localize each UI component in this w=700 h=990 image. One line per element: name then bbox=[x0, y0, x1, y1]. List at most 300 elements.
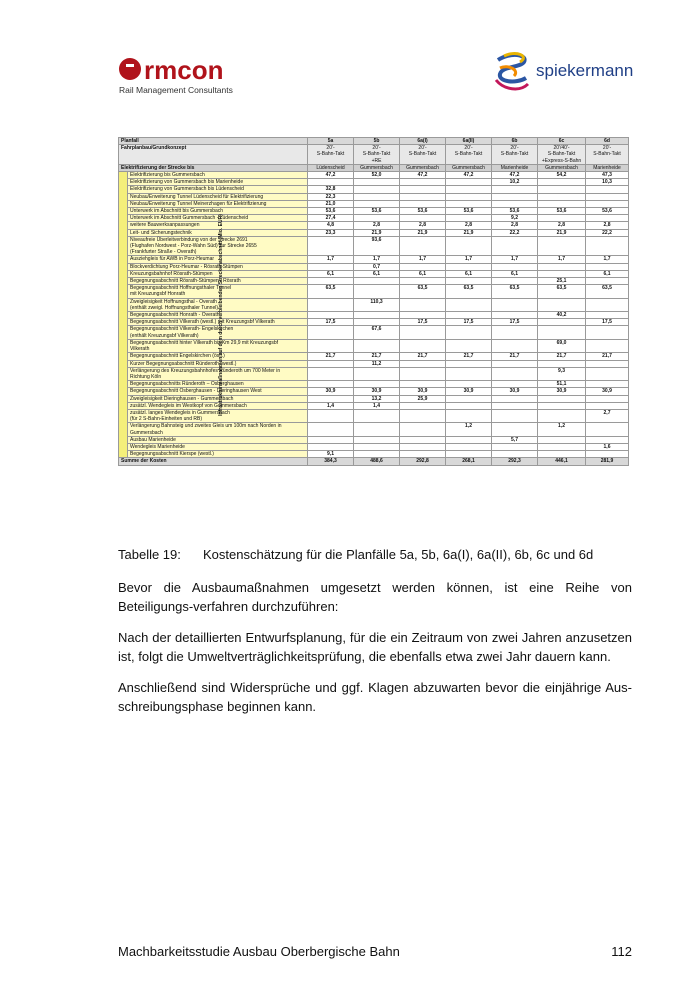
value-cell bbox=[492, 360, 538, 367]
table-row bbox=[119, 236, 629, 256]
value-cell: 47,2 bbox=[400, 172, 446, 179]
value-cell bbox=[586, 326, 629, 339]
value-cell bbox=[492, 326, 538, 339]
takt-cell: 20'- S-Bahn-Takt bbox=[492, 145, 538, 165]
value-cell bbox=[400, 298, 446, 311]
sum-value: 292,8 bbox=[400, 458, 446, 465]
value-cell bbox=[354, 285, 400, 298]
value-cell bbox=[586, 451, 629, 458]
value-cell bbox=[446, 381, 492, 388]
value-cell bbox=[400, 263, 446, 270]
value-cell bbox=[492, 263, 538, 270]
value-cell bbox=[538, 298, 586, 311]
value-cell bbox=[446, 263, 492, 270]
row-label: zusätzl. Wendegleis im Westkopf von Gummersbach bbox=[128, 402, 308, 409]
sum-value: 384,3 bbox=[308, 458, 354, 465]
value-cell bbox=[538, 263, 586, 270]
value-cell bbox=[446, 312, 492, 319]
value-cell bbox=[538, 409, 586, 422]
row-label: Blockverdichtung Porz-Heumar - Rösrath-Stümpen bbox=[128, 263, 308, 270]
spiekermann-logo bbox=[490, 50, 650, 96]
row-label: Unterwerk im Abschnitt Gummersbach - Lüdenscheid bbox=[128, 215, 308, 222]
value-cell bbox=[400, 326, 446, 339]
row-label: Unterwerk im Abschnitt bis Gummersbach bbox=[128, 208, 308, 215]
value-cell bbox=[446, 451, 492, 458]
value-cell bbox=[492, 298, 538, 311]
value-cell bbox=[446, 186, 492, 193]
elektrifizierung-cell: Gummersbach bbox=[400, 164, 446, 171]
value-cell bbox=[492, 381, 538, 388]
value-cell: 27,4 bbox=[308, 215, 354, 222]
value-cell bbox=[446, 436, 492, 443]
table-row bbox=[119, 215, 629, 222]
value-cell: 53,6 bbox=[446, 208, 492, 215]
sum-value: 488,6 bbox=[354, 458, 400, 465]
value-cell bbox=[586, 360, 629, 367]
takt-cell: 20'- S-Bahn-Takt bbox=[446, 145, 492, 165]
table-row bbox=[119, 436, 629, 443]
header-row-elektrifizierung bbox=[119, 164, 629, 171]
value-cell: 47,3 bbox=[586, 172, 629, 179]
value-cell: 2,8 bbox=[446, 222, 492, 229]
value-cell: 10,3 bbox=[586, 179, 629, 186]
value-cell: 6,1 bbox=[446, 270, 492, 277]
value-cell: 1,7 bbox=[492, 256, 538, 263]
value-cell bbox=[492, 423, 538, 436]
value-cell bbox=[446, 360, 492, 367]
value-cell: 1,7 bbox=[354, 256, 400, 263]
value-cell: 21,7 bbox=[538, 353, 586, 360]
value-cell: 17,5 bbox=[586, 319, 629, 326]
value-cell: 23,3 bbox=[308, 229, 354, 236]
value-cell bbox=[538, 236, 586, 256]
value-cell bbox=[446, 278, 492, 285]
value-cell bbox=[354, 319, 400, 326]
value-cell bbox=[586, 278, 629, 285]
value-cell: 30,9 bbox=[538, 388, 586, 395]
footer-title: Machbarkeitsstudie Ausbau Oberbergische Bahn bbox=[118, 944, 400, 959]
table-row bbox=[119, 298, 629, 311]
sum-row bbox=[119, 458, 629, 465]
row-label: Leit- und Sicherungstechnik bbox=[128, 229, 308, 236]
value-cell: 30,9 bbox=[586, 388, 629, 395]
table-row bbox=[119, 423, 629, 436]
value-cell: 21,7 bbox=[492, 353, 538, 360]
value-cell bbox=[538, 270, 586, 277]
value-cell: 47,2 bbox=[308, 172, 354, 179]
value-cell: 5,7 bbox=[492, 436, 538, 443]
value-cell: 17,5 bbox=[492, 319, 538, 326]
table-row bbox=[119, 326, 629, 339]
value-cell bbox=[446, 236, 492, 256]
takt-cell: 20'/40'- S-Bahn-Takt +Express-S-Bahn bbox=[538, 145, 586, 165]
value-cell: 63,5 bbox=[308, 285, 354, 298]
value-cell bbox=[586, 236, 629, 256]
value-cell: 21,7 bbox=[400, 353, 446, 360]
value-cell: 110,3 bbox=[354, 298, 400, 311]
value-cell bbox=[446, 298, 492, 311]
header-elektrifizierung-label: Elektrifizierung der Strecke bis bbox=[119, 164, 308, 171]
value-cell: 53,6 bbox=[538, 208, 586, 215]
value-cell bbox=[586, 193, 629, 200]
row-label: Verlängerung des Kreuzungsbahnhofes Ründeroth um 700 Meter in Richtung Köln bbox=[128, 367, 308, 380]
value-cell: 6,1 bbox=[308, 270, 354, 277]
row-label: Begegnungsabschnitt Vilkerath- Engelskirchen (enthält Kreuzungsbf Vilkerath) bbox=[128, 326, 308, 339]
value-cell bbox=[308, 312, 354, 319]
elektrifizierung-cell: Gummersbach bbox=[538, 164, 586, 171]
table-row bbox=[119, 353, 629, 360]
value-cell bbox=[354, 193, 400, 200]
value-cell bbox=[354, 423, 400, 436]
value-cell: 2,8 bbox=[492, 222, 538, 229]
value-cell bbox=[400, 402, 446, 409]
column-header: 6c bbox=[538, 138, 586, 145]
value-cell: 1,4 bbox=[308, 402, 354, 409]
value-cell: 21,9 bbox=[354, 229, 400, 236]
value-cell bbox=[400, 423, 446, 436]
value-cell: 22,2 bbox=[492, 229, 538, 236]
table-row bbox=[119, 200, 629, 207]
value-cell: 17,5 bbox=[308, 319, 354, 326]
table-row bbox=[119, 395, 629, 402]
value-cell bbox=[586, 339, 629, 352]
table-row bbox=[119, 381, 629, 388]
value-cell bbox=[354, 409, 400, 422]
value-cell bbox=[538, 200, 586, 207]
elektrifizierung-cell: Marienheide bbox=[586, 164, 629, 171]
elektrifizierung-cell: Lüdenscheid bbox=[308, 164, 354, 171]
value-cell bbox=[308, 278, 354, 285]
row-label: Zweigleisigkeit Dieringhausen - Gummersbach bbox=[128, 395, 308, 402]
value-cell bbox=[400, 186, 446, 193]
table-row bbox=[119, 193, 629, 200]
sum-value: 268,1 bbox=[446, 458, 492, 465]
value-cell bbox=[308, 263, 354, 270]
header-planfall-label: Planfall bbox=[119, 138, 308, 145]
value-cell bbox=[354, 312, 400, 319]
table-row bbox=[119, 451, 629, 458]
value-cell bbox=[354, 339, 400, 352]
value-cell: 1,4 bbox=[354, 402, 400, 409]
value-cell: 1,7 bbox=[308, 256, 354, 263]
value-cell bbox=[492, 367, 538, 380]
paragraph-3: Anschließend sind Widersprüche und ggf. Klagen abzuwarten bevor die einjährige Aus-schreibungsphase beginnen kann. bbox=[118, 680, 632, 714]
row-label: Verlängerung Bahnsteig und zweites Gleis um 100m nach Norden in Gummersbach bbox=[128, 423, 308, 436]
value-cell bbox=[354, 436, 400, 443]
table-caption bbox=[118, 547, 593, 562]
value-cell: 21,7 bbox=[308, 353, 354, 360]
value-cell: 30,9 bbox=[492, 388, 538, 395]
logo-left-name: rmcon bbox=[144, 55, 224, 85]
value-cell: 9,3 bbox=[538, 367, 586, 380]
value-cell bbox=[446, 409, 492, 422]
header-row-fahrplan bbox=[119, 145, 629, 165]
table-row bbox=[119, 229, 629, 236]
table-row bbox=[119, 409, 629, 422]
value-cell: 2,8 bbox=[400, 222, 446, 229]
value-cell bbox=[492, 186, 538, 193]
value-cell: 53,6 bbox=[400, 208, 446, 215]
sum-value: 446,1 bbox=[538, 458, 586, 465]
table-row bbox=[119, 339, 629, 352]
value-cell bbox=[538, 326, 586, 339]
row-label: Begegnungsabschnitt Kierspe (westl.) bbox=[128, 451, 308, 458]
header-row-planfall bbox=[119, 138, 629, 145]
value-cell bbox=[586, 263, 629, 270]
column-header: 6a(I) bbox=[400, 138, 446, 145]
column-header: 5a bbox=[308, 138, 354, 145]
value-cell bbox=[538, 443, 586, 450]
elektrifizierung-cell: Gummersbach bbox=[446, 164, 492, 171]
table-row bbox=[119, 388, 629, 395]
sum-label: Summe der Kosten bbox=[119, 458, 308, 465]
value-cell bbox=[308, 443, 354, 450]
row-label: Begegnungsabschnitts Ründeroth – Osberghausen bbox=[128, 381, 308, 388]
table-row bbox=[119, 285, 629, 298]
value-cell bbox=[492, 200, 538, 207]
value-cell: 21,0 bbox=[308, 200, 354, 207]
value-cell bbox=[354, 215, 400, 222]
value-cell: 54,2 bbox=[538, 172, 586, 179]
value-cell bbox=[354, 443, 400, 450]
column-header: 6b bbox=[492, 138, 538, 145]
value-cell bbox=[308, 409, 354, 422]
row-label: Begegnungsabschnitt Vilkerath (westl.) mit Kreuzungsbf Vilkerath bbox=[128, 319, 308, 326]
value-cell bbox=[400, 236, 446, 256]
table-row bbox=[119, 402, 629, 409]
value-cell bbox=[492, 409, 538, 422]
value-cell bbox=[354, 200, 400, 207]
sum-value: 292,3 bbox=[492, 458, 538, 465]
value-cell bbox=[400, 436, 446, 443]
value-cell: 53,6 bbox=[586, 208, 629, 215]
value-cell bbox=[492, 236, 538, 256]
value-cell bbox=[586, 200, 629, 207]
column-header: 6d bbox=[586, 138, 629, 145]
table-row bbox=[119, 222, 629, 229]
value-cell: 6,1 bbox=[492, 270, 538, 277]
paragraph-1: Bevor die Ausbaumaßnahmen umgesetzt werden können, ist eine Reihe von Beteiligungs-verfahren durchzuführen: bbox=[118, 580, 632, 614]
value-cell bbox=[308, 381, 354, 388]
table-row bbox=[119, 208, 629, 215]
value-cell: 22,3 bbox=[308, 193, 354, 200]
value-cell bbox=[538, 215, 586, 222]
row-label: Ausbau Marienheide bbox=[128, 436, 308, 443]
value-cell bbox=[538, 402, 586, 409]
value-cell: 22,2 bbox=[586, 229, 629, 236]
header-fahrplan-label: Fahrplanbau/Grundkonzept bbox=[119, 145, 308, 165]
table-row bbox=[119, 319, 629, 326]
value-cell bbox=[400, 215, 446, 222]
cost-table bbox=[118, 137, 629, 466]
value-cell: 52,0 bbox=[354, 172, 400, 179]
table-row bbox=[119, 179, 629, 186]
table-row bbox=[119, 443, 629, 450]
row-label: Begegnungsabschnitt Engelskirchen (östl.) bbox=[128, 353, 308, 360]
table-row bbox=[119, 278, 629, 285]
elektrifizierung-cell: Gummersbach bbox=[354, 164, 400, 171]
value-cell bbox=[492, 312, 538, 319]
value-cell bbox=[538, 395, 586, 402]
table-row bbox=[119, 312, 629, 319]
value-cell bbox=[308, 395, 354, 402]
value-cell: 53,6 bbox=[354, 208, 400, 215]
row-label: Neubau/Erweiterung Tunnel Lüdenscheid für Elektrifizierung bbox=[128, 193, 308, 200]
value-cell: 21,7 bbox=[354, 353, 400, 360]
value-cell: 47,2 bbox=[492, 172, 538, 179]
value-cell bbox=[446, 200, 492, 207]
value-cell bbox=[354, 381, 400, 388]
value-cell: 30,9 bbox=[446, 388, 492, 395]
value-cell bbox=[308, 360, 354, 367]
value-cell bbox=[446, 193, 492, 200]
row-label: Wendegleis Marienheide bbox=[128, 443, 308, 450]
value-cell bbox=[492, 339, 538, 352]
value-cell bbox=[400, 409, 446, 422]
rmcon-logo bbox=[118, 55, 248, 97]
paragraph-2: Nach der detaillierten Entwurfsplanung, für die ein Zeitraum von zwei Jahren anzusetzen ist, folgt die Umweltverträglichkeitsprüfung, die ebenfalls etwa zwei Jahr dauern kann. bbox=[118, 630, 632, 664]
value-cell bbox=[586, 395, 629, 402]
value-cell bbox=[586, 312, 629, 319]
value-cell bbox=[400, 360, 446, 367]
value-cell: 25,9 bbox=[400, 395, 446, 402]
value-cell bbox=[400, 367, 446, 380]
value-cell bbox=[308, 326, 354, 339]
value-cell bbox=[400, 451, 446, 458]
value-cell: 21,7 bbox=[446, 353, 492, 360]
value-cell: 2,8 bbox=[586, 222, 629, 229]
value-cell: 21,9 bbox=[400, 229, 446, 236]
row-label: Begegnungsabschnitt hinter Vilkerath bis Km 29,9 mit Kreuzungsbf Vilkerath bbox=[128, 339, 308, 352]
value-cell bbox=[400, 443, 446, 450]
value-cell: 21,9 bbox=[538, 229, 586, 236]
value-cell: 53,6 bbox=[492, 208, 538, 215]
value-cell bbox=[400, 193, 446, 200]
row-label: Begegnungsabschnitt Honrath - Overath bbox=[128, 312, 308, 319]
value-cell: 53,6 bbox=[308, 208, 354, 215]
row-label: Zweigleisigkeit Hoffnungsthal - Overath (enthält zweigl. Hoffnungsthaler Tunnel) bbox=[128, 298, 308, 311]
value-cell bbox=[586, 186, 629, 193]
value-cell bbox=[308, 436, 354, 443]
value-cell: 6,1 bbox=[354, 270, 400, 277]
value-cell: 32,8 bbox=[308, 186, 354, 193]
row-label: Kurzer Begegnungsabschnitt Ründeroth (westl.) bbox=[128, 360, 308, 367]
value-cell: 10,2 bbox=[492, 179, 538, 186]
value-cell: 63,5 bbox=[586, 285, 629, 298]
value-cell: 1,7 bbox=[586, 256, 629, 263]
value-cell: 93,6 bbox=[354, 236, 400, 256]
value-cell: 1,7 bbox=[538, 256, 586, 263]
table-row bbox=[119, 367, 629, 380]
cost-table-container bbox=[118, 137, 628, 466]
value-cell: 1,2 bbox=[538, 423, 586, 436]
value-cell bbox=[308, 179, 354, 186]
value-cell: 40,2 bbox=[538, 312, 586, 319]
table-row bbox=[119, 256, 629, 263]
row-label: Begegnungsabschnitt Hoffnungsthaler Tunnel mit Kreuzungsbf Honrath bbox=[128, 285, 308, 298]
value-cell bbox=[400, 339, 446, 352]
table-row bbox=[119, 172, 629, 179]
value-cell: 63,5 bbox=[538, 285, 586, 298]
value-cell: 63,5 bbox=[446, 285, 492, 298]
value-cell bbox=[308, 339, 354, 352]
logo-left-subtitle: Rail Management Consultants bbox=[119, 85, 233, 95]
value-cell: 6,1 bbox=[400, 270, 446, 277]
value-cell: 1,7 bbox=[400, 256, 446, 263]
value-cell: 1,2 bbox=[446, 423, 492, 436]
page-number: 112 bbox=[611, 944, 632, 959]
table-row bbox=[119, 263, 629, 270]
value-cell bbox=[446, 367, 492, 380]
value-cell bbox=[586, 298, 629, 311]
value-cell bbox=[538, 436, 586, 443]
value-cell bbox=[354, 367, 400, 380]
value-cell: 63,5 bbox=[400, 285, 446, 298]
value-cell bbox=[538, 451, 586, 458]
value-cell: 2,7 bbox=[586, 409, 629, 422]
value-cell: 25,1 bbox=[538, 278, 586, 285]
value-cell bbox=[586, 215, 629, 222]
row-label: Neubau/Erweiterung Tunnel Meinerzhagen für Elektrifizierung bbox=[128, 200, 308, 207]
value-cell: 9,1 bbox=[308, 451, 354, 458]
elektrifizierung-cell: Marienheide bbox=[492, 164, 538, 171]
row-label: Begegnungsabschnitt Osberghausen - Dieringhausen West bbox=[128, 388, 308, 395]
value-cell bbox=[354, 179, 400, 186]
value-cell bbox=[492, 402, 538, 409]
value-cell: 30,9 bbox=[400, 388, 446, 395]
value-cell: 51,1 bbox=[538, 381, 586, 388]
value-cell bbox=[492, 278, 538, 285]
caption-text: Kostenschätzung für die Planfälle 5a, 5b, 6a(I), 6a(II), 6b, 6c und 6d bbox=[203, 547, 594, 562]
value-cell: 11,2 bbox=[354, 360, 400, 367]
value-cell bbox=[446, 215, 492, 222]
table-row bbox=[119, 270, 629, 277]
value-cell: 2,8 bbox=[354, 222, 400, 229]
value-cell: 2,8 bbox=[538, 222, 586, 229]
value-cell bbox=[308, 367, 354, 380]
row-label: Elektrifizierung von Gummersbach bis Marienheide bbox=[128, 179, 308, 186]
value-cell bbox=[446, 443, 492, 450]
value-cell bbox=[446, 179, 492, 186]
value-cell: 17,5 bbox=[400, 319, 446, 326]
value-cell bbox=[308, 236, 354, 256]
row-label: Elektrifizierung bis Gummersbach bbox=[128, 172, 308, 179]
value-cell: 17,5 bbox=[446, 319, 492, 326]
value-cell bbox=[308, 423, 354, 436]
value-cell bbox=[492, 443, 538, 450]
table-row bbox=[119, 186, 629, 193]
value-cell bbox=[492, 451, 538, 458]
value-cell bbox=[354, 186, 400, 193]
row-label: Niveaufreie Überleitverbindung von der Strecke 2691 (Flughafen Nordwest - Porz-Wahn Süd) zur Strecke 2655 (Frankfurter Straße - Overath) bbox=[128, 236, 308, 256]
value-cell bbox=[400, 278, 446, 285]
takt-cell: 20'- S-Bahn-Takt bbox=[308, 145, 354, 165]
logo-right-name: spiekermann bbox=[536, 61, 634, 80]
value-cell bbox=[354, 451, 400, 458]
takt-cell: 20'- S-Bahn-Takt bbox=[400, 145, 446, 165]
takt-cell: 20'- S-Bahn-Takt +RE bbox=[354, 145, 400, 165]
value-cell bbox=[446, 326, 492, 339]
value-cell: 4,8 bbox=[308, 222, 354, 229]
row-label: zusätzl. langes Wendegleis in Gummersbach (für 2 S-Bahn-Einheiten und RB) bbox=[128, 409, 308, 422]
value-cell: 1,6 bbox=[586, 443, 629, 450]
caption-number: Tabelle 19: bbox=[118, 547, 181, 562]
value-cell: 47,2 bbox=[446, 172, 492, 179]
side-label: Infrastrukturmaßnahmen auf dem durch verbleibenden Streckenabschnitt (Mio. EUR) bbox=[217, 213, 224, 416]
column-header: 6a(II) bbox=[446, 138, 492, 145]
value-cell bbox=[538, 193, 586, 200]
value-cell: 63,5 bbox=[492, 285, 538, 298]
